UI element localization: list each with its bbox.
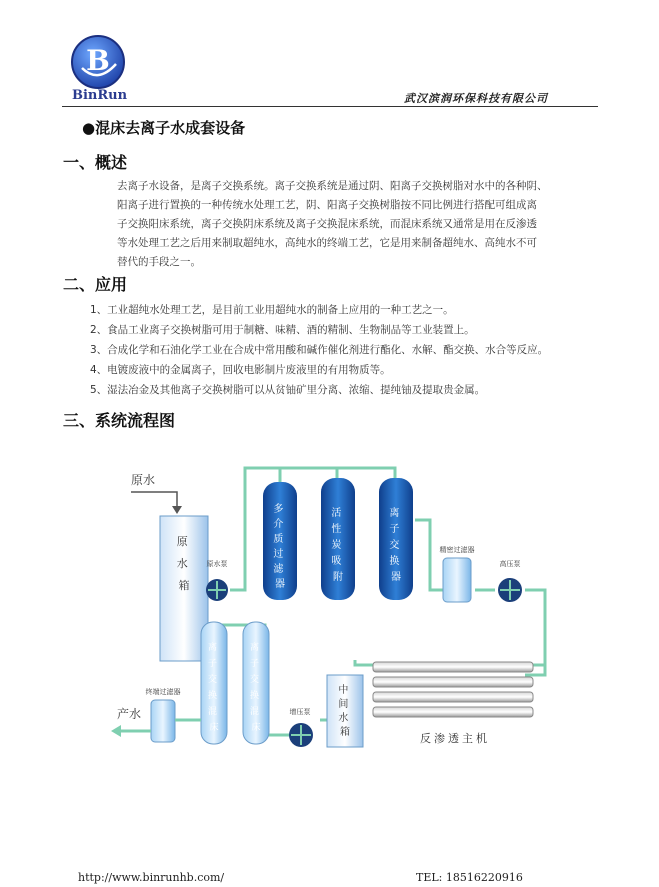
precision-filter-label: 精密过滤器 bbox=[439, 546, 475, 554]
section-heading-flowchart: 三、系统流程图 bbox=[63, 411, 176, 430]
vessel-char: 离 bbox=[389, 508, 400, 519]
logo-mark bbox=[70, 34, 126, 90]
bed-char: 混 bbox=[208, 707, 218, 717]
raw-water-arrowhead bbox=[172, 506, 182, 514]
tank-char: 箱 bbox=[340, 727, 350, 738]
boost-pump-label: 增压泵 bbox=[289, 708, 311, 716]
overview-line: 子交换阳床系统，离子交换阴床系统及离子交换混床系统，而混床系统又通常是用在反渗透 bbox=[117, 218, 537, 230]
product-water-label: 产水 bbox=[117, 707, 142, 721]
final-filter-label: 终端过滤器 bbox=[145, 688, 181, 696]
vessel-char: 炭 bbox=[331, 540, 342, 551]
bed-char: 换 bbox=[208, 691, 218, 701]
bed-char: 离 bbox=[250, 643, 260, 653]
raw-water-arrow bbox=[131, 492, 177, 508]
vessel-char: 活 bbox=[331, 508, 342, 519]
vessel-char: 过 bbox=[273, 549, 284, 560]
bed-char: 床 bbox=[209, 723, 219, 733]
ion-exchanger-label bbox=[389, 506, 402, 583]
raw-tank-char: 箱 bbox=[178, 579, 190, 592]
vessel-char: 器 bbox=[275, 579, 285, 590]
overview-line: 替代的手段之一。 bbox=[117, 256, 201, 268]
logo-text: BinRun bbox=[72, 88, 128, 103]
footer-tel: TEL: 18516220916 bbox=[416, 871, 523, 884]
vessel-char: 性 bbox=[331, 524, 342, 535]
ro-unit-label: 反渗透主机 bbox=[420, 732, 490, 745]
bed-char: 混 bbox=[250, 707, 260, 717]
raw-tank-label bbox=[177, 535, 192, 592]
tank-char: 水 bbox=[338, 713, 349, 724]
bed-char: 交 bbox=[208, 675, 218, 685]
overview-line: 阳离子进行置换的一种传统水处理工艺，阴、阳离子交换树脂按不同比例进行搭配可组成离 bbox=[117, 199, 537, 211]
applications-list bbox=[90, 300, 610, 400]
raw-water-label: 原水 bbox=[131, 473, 156, 487]
vessel-char: 滤 bbox=[273, 564, 284, 575]
hp-pump-label: 高压泵 bbox=[499, 560, 521, 568]
ro-membrane-tube bbox=[373, 692, 533, 702]
precision-filter bbox=[443, 558, 471, 602]
tank-char: 中 bbox=[338, 685, 349, 696]
raw-tank-char: 原 bbox=[176, 535, 188, 548]
ro-membranes bbox=[373, 662, 533, 717]
company-logo bbox=[70, 34, 126, 90]
overview-paragraph bbox=[117, 177, 597, 272]
vessel-char: 换 bbox=[389, 556, 400, 567]
bed-char: 床 bbox=[251, 723, 261, 733]
section-heading-overview: 一、概述 bbox=[63, 153, 128, 172]
overview-line: 等水处理工艺之后用来制取超纯水，高纯水的终端工艺，它是用来制备超纯水、高纯水不可 bbox=[117, 237, 537, 249]
product-water-arrow-icon bbox=[111, 725, 121, 737]
svg-text:B: B bbox=[86, 44, 110, 77]
carbon-filter-label bbox=[331, 507, 344, 583]
vessel-char: 吸 bbox=[331, 556, 342, 567]
list-item: 5、湿法冶金及其他离子交换树脂可以从贫铀矿里分离、浓缩、提纯铀及提取贵金属。 bbox=[90, 384, 486, 396]
bed-char: 交 bbox=[250, 675, 260, 685]
overview-line: 去离子水设备，是离子交换系统。离子交换系统是通过阴、阳离子交换树脂对水中的各种阴、 bbox=[117, 180, 548, 192]
raw-pump-label: 原水泵 bbox=[206, 560, 228, 568]
bed-char: 换 bbox=[250, 691, 260, 701]
final-filter bbox=[151, 700, 175, 742]
footer-url[interactable]: http://www.binrunhb.com/ bbox=[78, 871, 225, 884]
list-item: 1、工业超纯水处理工艺，是目前工业用超纯水的制备上应用的一种工艺之一。 bbox=[90, 304, 454, 316]
page-title: ●混床去离子水成套设备 bbox=[82, 119, 246, 137]
vessel-char: 交 bbox=[389, 540, 400, 551]
vessel-char: 多 bbox=[273, 504, 284, 515]
vessel-char: 附 bbox=[333, 572, 343, 583]
bed-char: 离 bbox=[208, 643, 218, 653]
vessel-char: 器 bbox=[391, 572, 401, 583]
bed-char: 子 bbox=[208, 659, 218, 669]
tank-char: 间 bbox=[338, 699, 349, 710]
ro-membrane-tube bbox=[373, 677, 533, 687]
section-heading-applications: 二、应用 bbox=[63, 275, 128, 294]
header-divider bbox=[62, 106, 598, 107]
company-name: 武汉滨润环保科技有限公司 bbox=[404, 92, 548, 105]
flow-diagram bbox=[105, 450, 565, 780]
vessel-char: 质 bbox=[273, 534, 284, 545]
list-item: 4、电镀废液中的金属离子，回收电影制片废液里的有用物质等。 bbox=[90, 364, 391, 376]
vessel-char: 子 bbox=[389, 524, 400, 535]
raw-tank-char: 水 bbox=[176, 557, 188, 570]
list-item: 3、合成化学和石油化学工业在合成中常用酸和碱作催化剂进行酯化、水解、酯交换、水合等反应。 bbox=[90, 344, 549, 356]
list-item: 2、食品工业离子交换树脂可用于制糖、味精、酒的精制、生物制品等工业装置上。 bbox=[90, 324, 475, 336]
ro-membrane-tube bbox=[373, 707, 533, 717]
vessel-char: 介 bbox=[273, 519, 284, 530]
ro-membrane-tube bbox=[373, 662, 533, 672]
bed-char: 子 bbox=[250, 659, 260, 669]
